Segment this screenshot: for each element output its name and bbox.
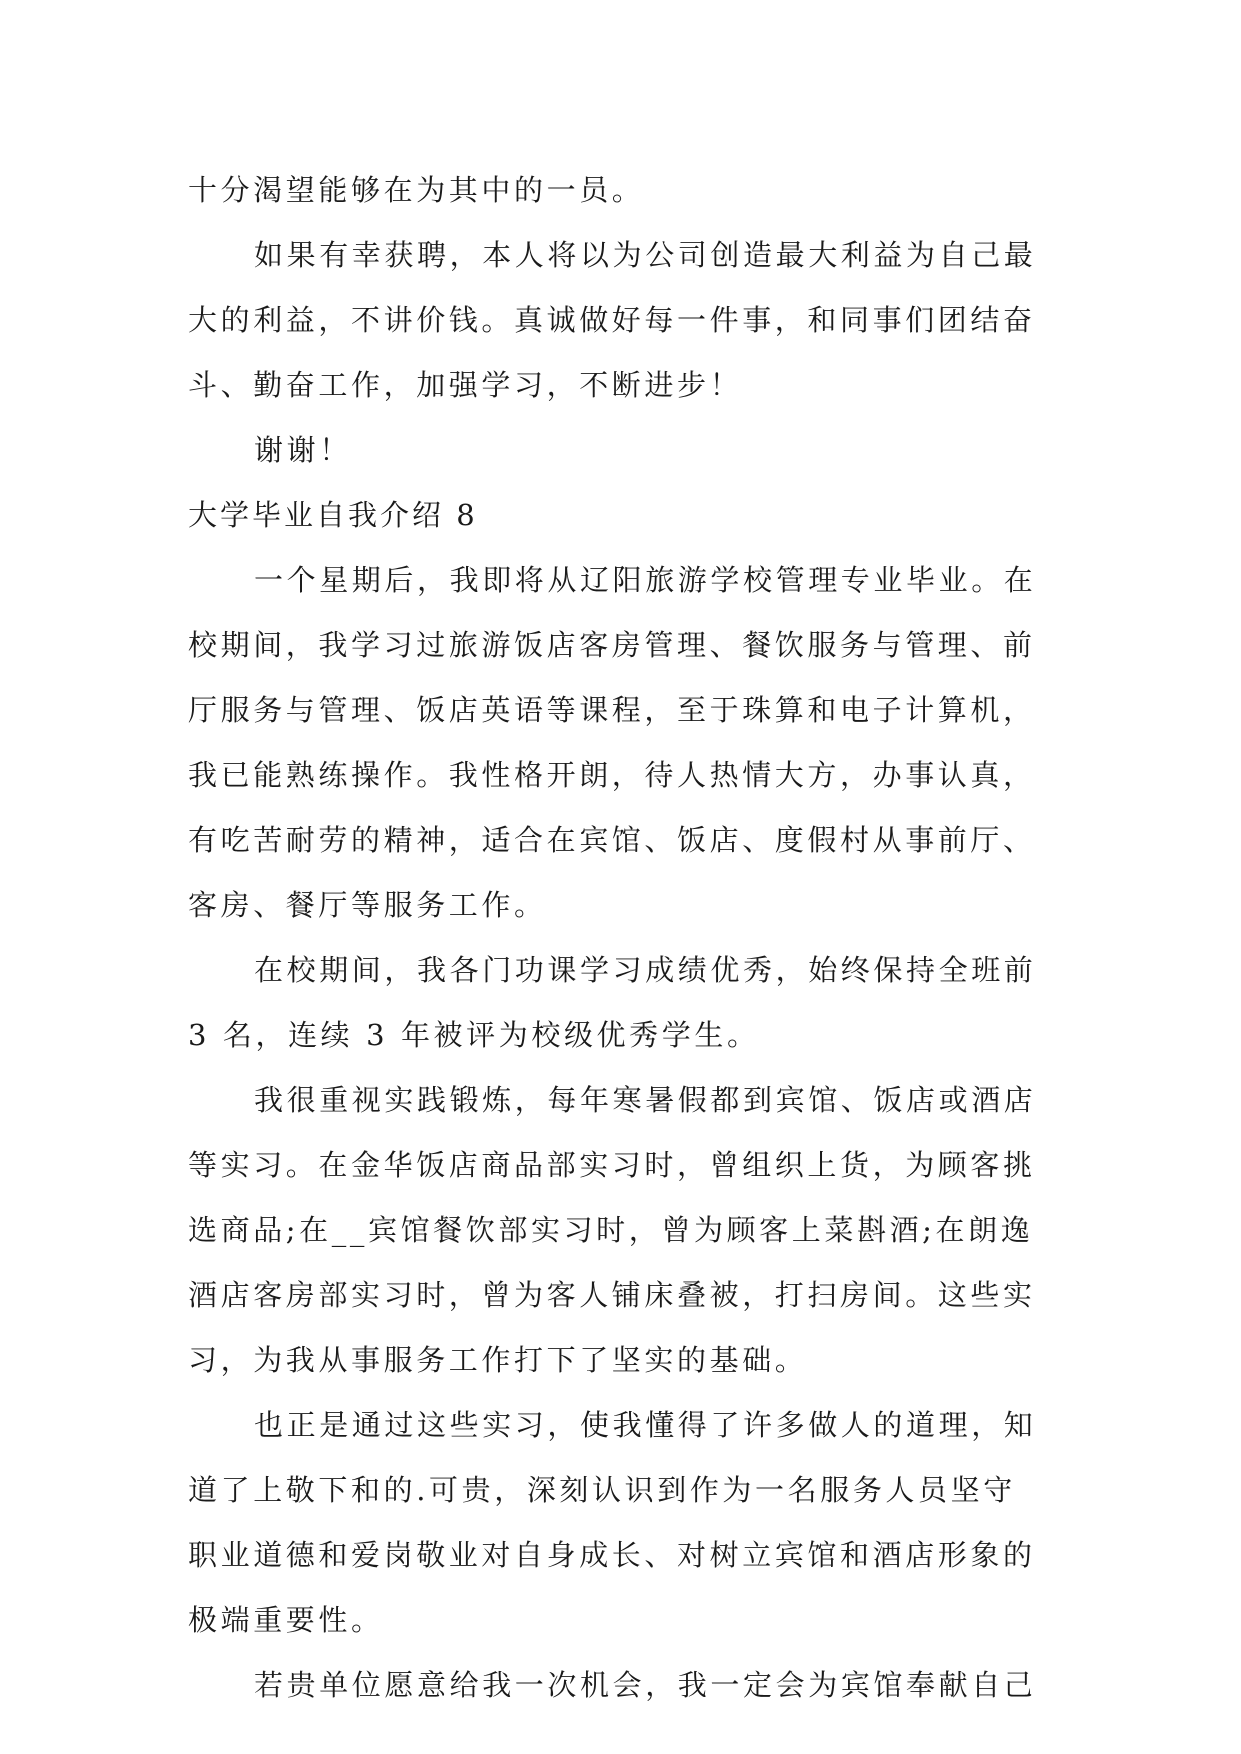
text-line: 客房、餐厅等服务工作。 [188, 888, 547, 922]
text-line: 习，为我从事服务工作打下了坚实的基础。 [188, 1343, 808, 1377]
text-line: 谢谢！ [254, 433, 352, 467]
text-line: 等实习。在金华饭店商品部实习时，曾组织上货，为顾客挑 [188, 1148, 1036, 1182]
text-line: 大的利益，不讲价钱。真诚做好每一件事，和同事们团结奋 [188, 303, 1036, 337]
text-line: 极端重要性。 [188, 1603, 384, 1637]
text-line: 在校期间，我各门功课学习成绩优秀，始终保持全班前 [254, 953, 1037, 987]
text-line: 一个星期后，我即将从辽阳旅游学校管理专业毕业。在 [254, 563, 1037, 597]
text-line: 职业道德和爱岗敬业对自身成长、对树立宾馆和酒店形象的 [188, 1538, 1036, 1572]
text-line: 酒店客房部实习时，曾为客人铺床叠被，打扫房间。这些实 [188, 1278, 1036, 1312]
text-line: 若贵单位愿意给我一次机会，我一定会为宾馆奉献自己 [254, 1668, 1037, 1702]
text-line: 厅服务与管理、饭店英语等课程，至于珠算和电子计算机， [188, 693, 1036, 727]
text-line: 十分渴望能够在为其中的一员。 [188, 173, 645, 207]
text-line: 3 名，连续 3 年被评为校级优秀学生。 [188, 1018, 760, 1052]
text-line: 斗、勤奋工作，加强学习，不断进步！ [188, 368, 743, 402]
text-line: 选商品;在__宾馆餐饮部实习时，曾为顾客上菜斟酒;在朗逸 [188, 1213, 1034, 1247]
text-line: 校期间，我学习过旅游饭店客房管理、餐饮服务与管理、前 [188, 628, 1036, 662]
text-line: 也正是通过这些实习，使我懂得了许多做人的道理，知 [254, 1408, 1037, 1442]
text-line: 有吃苦耐劳的精神，适合在宾馆、饭店、度假村从事前厅、 [188, 823, 1036, 857]
text-line: 我已能熟练操作。我性格开朗，待人热情大方，办事认真， [188, 758, 1036, 792]
text-line: 我很重视实践锻炼，每年寒暑假都到宾馆、饭店或酒店 [254, 1083, 1037, 1117]
document-body [188, 158, 1058, 1718]
text-line: 道了上敬下和的.可贵，深刻认识到作为一名服务人员坚守 [188, 1473, 1016, 1507]
section-heading: 大学毕业自我介绍 8 [188, 498, 478, 532]
text-line: 如果有幸获聘，本人将以为公司创造最大利益为自己最 [254, 238, 1037, 272]
